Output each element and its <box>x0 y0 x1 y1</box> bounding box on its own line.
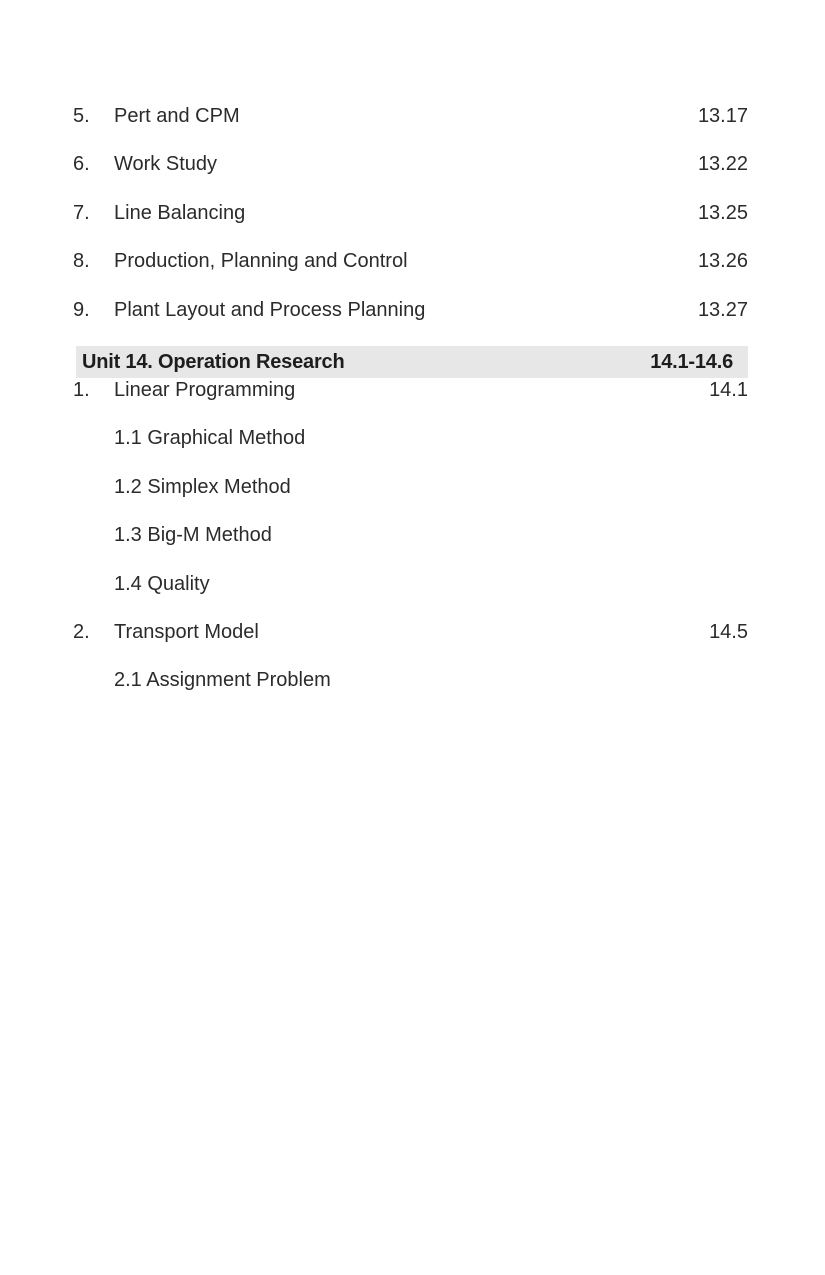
toc-subentry-row[interactable] <box>73 523 748 571</box>
toc-unit-page-range: 14.1-14.6 <box>650 350 733 373</box>
toc-entry-row[interactable] <box>73 620 748 668</box>
toc-unit-header[interactable] <box>76 346 748 378</box>
toc-entry-title: Pert and CPM <box>114 105 240 127</box>
toc-subentry-title: 1.3 Big-M Method <box>114 524 272 547</box>
toc-entry-number: 5. <box>73 105 90 127</box>
toc-entry-number: 6. <box>73 153 90 176</box>
toc-entry-row[interactable] <box>73 249 748 297</box>
toc-entry-title: Production, Planning and Control <box>114 250 408 273</box>
toc-subentry-title: 1.4 Quality <box>114 572 210 595</box>
toc-entry-number: 1. <box>73 378 90 401</box>
toc-entry-page-number: 13.22 <box>697 153 748 176</box>
toc-entry-title: Line Balancing <box>114 201 246 224</box>
toc-subentry-title: 1.2 Simplex Method <box>114 475 291 498</box>
toc-entry-row[interactable] <box>73 201 748 249</box>
toc-entry-number: 8. <box>73 250 90 273</box>
toc-entry-row[interactable] <box>73 298 748 346</box>
toc-entry-row[interactable] <box>73 104 748 152</box>
toc-entry-title: Plant Layout and Process Planning <box>114 298 426 321</box>
toc-subentry-title: 1.1 Graphical Method <box>114 427 306 450</box>
toc-entry-title: Linear Programming <box>114 378 296 401</box>
table-of-contents <box>73 104 748 717</box>
toc-entry-number: 9. <box>73 298 90 321</box>
toc-entry-page-number: 14.1 <box>709 378 748 401</box>
toc-subentry-row[interactable] <box>73 426 748 474</box>
toc-entry-number: 7. <box>73 201 90 224</box>
toc-entry-page-number: 13.25 <box>697 201 748 224</box>
toc-subentry-title: 2.1 Assignment Problem <box>114 669 331 692</box>
toc-entry-title: Transport Model <box>114 620 259 643</box>
toc-entry-title: Work Study <box>114 153 217 176</box>
toc-entry-number: 2. <box>73 620 90 643</box>
toc-entry-page-number: 13.26 <box>697 250 748 273</box>
toc-unit-title: Unit 14. Operation Research <box>82 350 345 373</box>
toc-subentry-row[interactable] <box>73 572 748 620</box>
toc-entry-page-number: 14.5 <box>709 620 748 643</box>
toc-subentry-row[interactable] <box>73 475 748 523</box>
toc-entry-row[interactable] <box>73 152 748 200</box>
toc-subentry-row[interactable] <box>73 668 748 716</box>
toc-entry-page-number: 13.17 <box>697 105 748 127</box>
toc-entry-row[interactable] <box>73 378 748 426</box>
toc-entry-page-number: 13.27 <box>697 298 748 321</box>
